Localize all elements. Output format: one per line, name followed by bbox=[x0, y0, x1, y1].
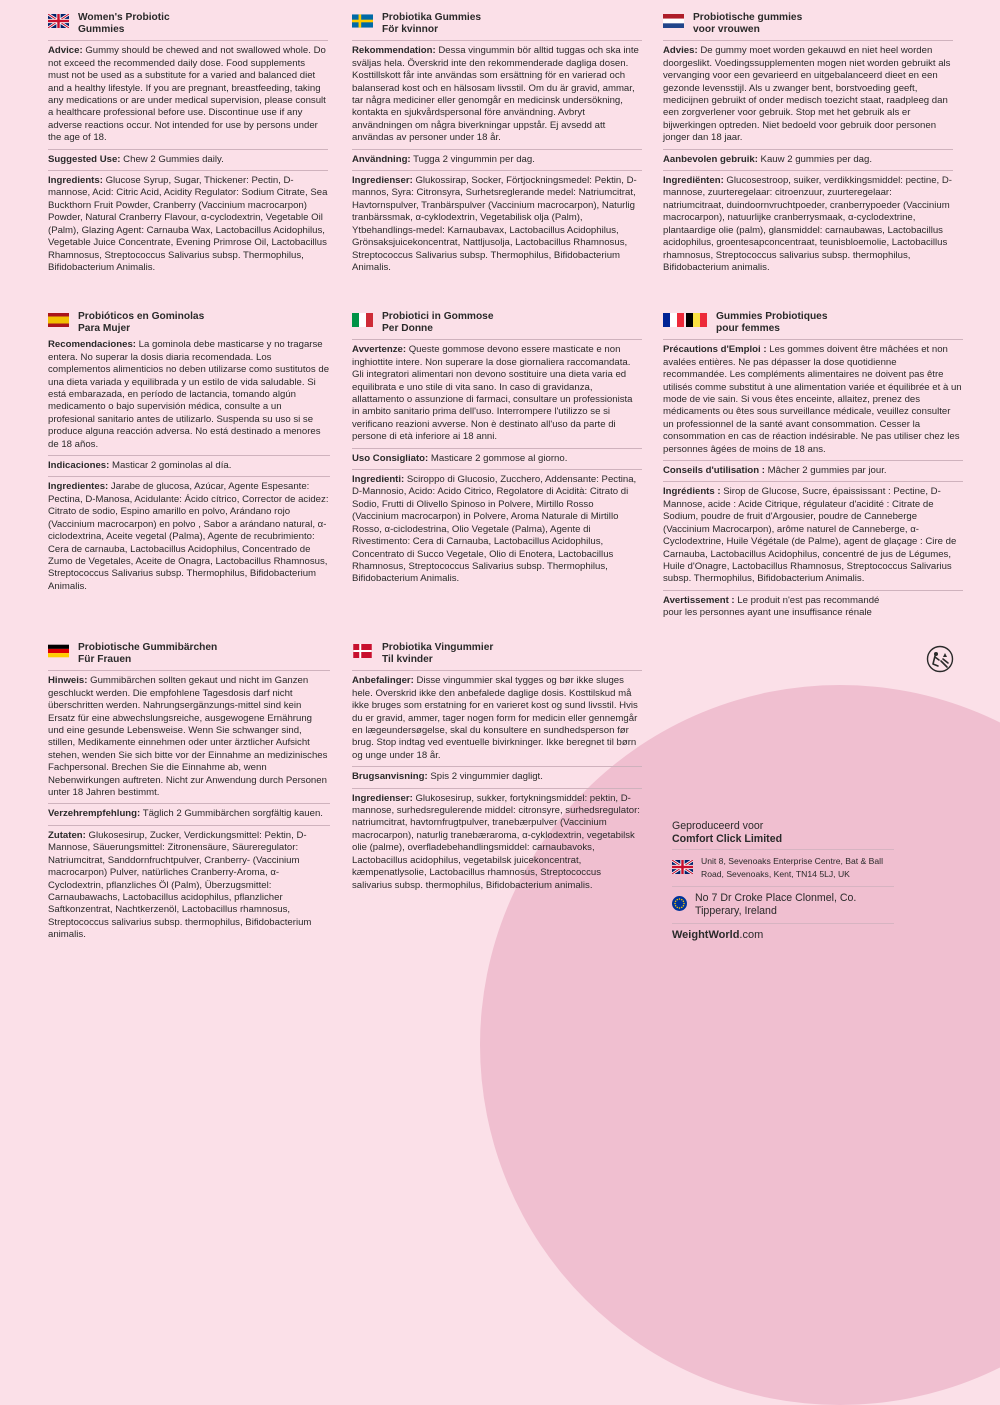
section-header bbox=[352, 642, 642, 666]
advice-paragraph: Anbefalinger: Disse vingummier skal tygges og bør ikke sluges hele. Overskrid ikke den anbefalede daglige dosis. Kosttilskud må ikke bruges som erstatning for en varieret kost og sund livsstil. Hvis du er gravid, ammer, tager nogen form for medicin eller gennemgår en lægeundersøgelse, skal du konsultere en sundhedsperson før brug. Stop indtag ved eventuelle bivirkninger. Ikke beregnet til børn og unge under 18 år. bbox=[352, 675, 638, 761]
divider bbox=[48, 149, 328, 150]
section-spanish bbox=[48, 311, 330, 593]
section-title: Probióticos en Gominolas Para Mujer bbox=[78, 311, 205, 335]
eu-flag-icon bbox=[672, 896, 687, 911]
section-title: Probiotische Gummibärchen Für Frauen bbox=[78, 642, 218, 666]
section-header bbox=[48, 12, 328, 36]
section-header bbox=[352, 12, 642, 36]
usage-paragraph: Conseils d'utilisation : Mâcher 2 gummies par jour. bbox=[663, 465, 887, 477]
section-english bbox=[48, 12, 328, 274]
usage-paragraph: Uso Consigliato: Masticare 2 gommose al giorno. bbox=[352, 452, 568, 464]
usage-paragraph: Aanbevolen gebruik: Kauw 2 gummies per dag. bbox=[663, 153, 873, 165]
section-dutch bbox=[663, 12, 953, 274]
divider bbox=[663, 481, 963, 482]
uk-address-row bbox=[672, 849, 894, 887]
ingredients-paragraph: Zutaten: Glukosesirup, Zucker, Verdickungsmittel: Pektin, D-Mannose, Säuerungsmittel: Zitronensäure, Säureregulator: Natriumcitrat, Sanddornfruchtpulver, Cranberry- (Vaccinium macrocarpon) Pulver, natürliches Cranberry-Aroma, α-Cyclodextrin, pflanzliches Öl (Palm), Überzugsmittel: Carnaubawachs, Lactobacillus acidophilus, pflanzlicher Saftkonzentrat, Nachtkerzenöl, Lactobacillus rhamnosus, Streptococcus salivarius subsp. thermophilus, Bifidobacterium animalis. bbox=[48, 829, 312, 941]
advice-paragraph: Avvertenze: Queste gommose devono essere masticate e non inghiottite intere. Non superare la dose giornaliera raccomandata. Gli integratori alimentari non devono sostituire una dieta varia ed equilibrata e uno stile di vita sano. In caso di gravidanza, allattamento o assunzione di farmaci, consultare un professionista in ambito sanitario prima dell'uso. Interrompere l'utilizzo se si verificano reazioni avverse. Non è destinato all'uso da parte di persone di età inferiore ai 18 anni. bbox=[352, 344, 633, 443]
divider bbox=[48, 825, 330, 826]
divider bbox=[663, 40, 953, 41]
divider bbox=[352, 40, 642, 41]
divider bbox=[48, 476, 330, 477]
ingredients-paragraph: Ingredients: Glucose Syrup, Sugar, Thickener: Pectin, D-mannose, Acid: Citric Acid, Acidity Regulator: Sodium Citrate, Sea Buckthorn Fruit Powder, Cranberry (Vaccinium macrocarpon) Powder, Natural Cranberry Flavour, α-cyclodextrin, Vegetable Oil (Palm), Glazing Agent: Carnauba Wax, Lactobacillus Acidophilus, Vegetable Juice Concentrate, Evening Primrose Oil, Lactobacillus Rhamnosus, Streptococcus Salivarius subsp. Thermophilus, Bifidobacterium Animalis. bbox=[48, 175, 328, 273]
ingredients-paragraph: Ingredienti: Sciroppo di Glucosio, Zucchero, Addensante: Pectina, D-Mannosio, Acido: Acido Citrico, Regolatore di Acidità: Citrato di Sodio, Frutti di Olivello Spinoso in Polvere, Mirtillo Rosso (Vaccinium macrocarpon) in Polvere, Aroma Naturale di Mirtillo Rosso, α-ciclodestrina, Olio Vegetale (Palma), Agente di Rivestimento: Cera di Carnauba, Lactobacillus Acidophilus, Concentrato di Succo Vegetale, Olio di Enotera, Lactobacillus Rhamnosus, Streptococcus Salivarius subsp. Thermophilus, Bifidobacterium Animalis. bbox=[352, 474, 637, 585]
section-swedish bbox=[352, 12, 642, 274]
usage-paragraph: Indicaciones: Masticar 2 gominolas al día. bbox=[48, 460, 232, 472]
produced-label: Geproduceerd voor bbox=[672, 820, 764, 832]
divider bbox=[352, 766, 642, 767]
usage-paragraph: Verzehrempfehlung: Täglich 2 Gummibärchen sorgfältig kauen. bbox=[48, 808, 323, 820]
ingredients-paragraph: Ingrédients : Sirop de Glucose, Sucre, épaississant : Pectine, D-Mannose, acide : Acide Citrique, régulateur d'acidité : Citrate de Sodium, poudre de fruit d'Argousier, poudre de Canneberge (Vaccinium Macrocarpon), arôme naturel de Canneberge, α-Cyclodextrine, Huile Végétale (de Palme), agent de glaçage : Cire de Carnauba, Lactobacillus Acidophilus, concentré de jus de Légumes, Huile d'Onagre, Lactobacillus Rhamnosus, Streptococcus Salivarius subsp. Thermophilus, Bifidobacterium Animalis. bbox=[663, 486, 957, 585]
uk-flag-icon bbox=[48, 14, 69, 28]
divider bbox=[663, 460, 963, 461]
netherlands-flag-icon bbox=[663, 14, 684, 28]
italy-flag-icon bbox=[352, 313, 373, 327]
advice-paragraph: Advies: De gummy moet worden gekauwd en niet heel worden doorgeslikt. Voedingssupplementen mogen niet worden gebruikt als vervanging voor een gevarieerd en uitgebalanceerd dieet en een gezonde levensstijl. Als u zwanger bent, borstvoeding geeft, medicijnen gebruikt of onder medisch toezicht staat, raadpleeg dan een zorgverlener voor gebruik. Stop met het gebruik als er bijwerkingen optreden. Niet bedoeld voor gebruik door personen jonger dan 18 jaar. bbox=[663, 45, 951, 144]
denmark-flag-icon bbox=[352, 644, 373, 658]
spain-flag-icon bbox=[48, 313, 69, 327]
eu-address-row bbox=[672, 887, 894, 924]
divider bbox=[48, 455, 330, 456]
advice-paragraph: Advice: Gummy should be chewed and not swallowed whole. Do not exceed the recommended daily dose. Food supplements must not be used as a substitute for a varied and balanced diet and a healthy lifestyle. If you are pregnant, breastfeeding, taking any medications or are under medical supervision, please consult a healthcare professional before use. Discontinue use if any adverse reactions occur. Not intended for use by persons under the age of 18. bbox=[48, 45, 326, 144]
ingredients-paragraph: Ingrediënten: Glucosestroop, suiker, verdikkingsmiddel: pectine, D-mannose, zuurteregelaar: citroenzuur, zuurteregelaar: natriumcitraat, duindoornvruchtpoeder, cranberrypoeder (Vaccinium macrocarpon), natuurlijke cranberrysmaak, α-cyclodextrine, plantaardige olie (palm), glansmiddel: carnaubawas, Lactobacillus acidophilus, groentesapconcentraat, teunisbloemolie, Lactobacillus rhamnosus, Streptococcus salivarius subsp. thermophilus, Bifidobacterium animalis. bbox=[663, 175, 952, 273]
section-header bbox=[48, 642, 330, 666]
divider bbox=[352, 670, 642, 671]
usage-paragraph: Brugsanvisning: Spis 2 vingummier dagligt. bbox=[352, 771, 543, 783]
advice-paragraph: Hinweis: Gummibärchen sollten gekaut und nicht im Ganzen geschluckt werden. Die empfohlene Tagesdosis darf nicht überschritten werden. Nahrungsergänzungs-mittel sind kein Ersatz für eine abwechslungsreiche, ausgewogene Ernährung und eine gesunde Lebensweise. Wenn Sie schwanger sind, stillen, Medikamente einnehmen oder unter ärztlicher Aufsicht stehen, wenden Sie sich bitte vor der Einnahme an medizinisches Fachpersonal. Brechen Sie die Einnahme ab, wenn Nebenwirkungen auftreten. Nicht zur Anwendung durch Personen unter 18 Jahren bestimmt. bbox=[48, 675, 328, 799]
section-german bbox=[48, 642, 330, 942]
divider bbox=[663, 149, 953, 150]
website: WeightWorld.com bbox=[672, 929, 764, 941]
divider bbox=[352, 788, 642, 789]
divider bbox=[48, 40, 328, 41]
produced-for bbox=[672, 820, 894, 846]
section-title: Gummies Probiotiques pour femmes bbox=[716, 311, 828, 335]
advice-paragraph: Recomendaciones: La gominola debe masticarse y no tragarse entera. No superar la dosis diaria recomendada. Los complementos alimenticios no deben utilizarse como sustitutos de una dieta variada y equilibrada y un estilo de vida saludable. Si está embarazada, en período de lactancia, tomando algún medicamento o bajo supervisión médica, consulte a un profesional sanitario antes de utilizarlo. Suspenda su uso si se produce alguna reacción adversa. No está destinado a menores de 18 años. bbox=[48, 339, 330, 450]
france-flag-icon bbox=[663, 313, 684, 327]
section-header bbox=[663, 311, 963, 335]
belgium-flag-icon bbox=[686, 313, 707, 327]
eu-address: No 7 Dr Croke Place Clonmel, Co. Tipperary, Ireland bbox=[695, 892, 857, 917]
divider bbox=[352, 469, 642, 470]
divider bbox=[48, 803, 330, 804]
divider bbox=[48, 170, 328, 171]
section-header bbox=[48, 311, 330, 335]
section-header bbox=[663, 12, 953, 36]
manufacturer-block bbox=[672, 820, 894, 941]
divider bbox=[352, 448, 642, 449]
divider bbox=[352, 170, 642, 171]
ingredients-paragraph: Ingredienser: Glukossirap, Socker, Förtjockningsmedel: Pektin, D-mannos, Syra: Citronsyra, Surhetsreglerande medel: Natriumcitrat, Havtornspulver, Tranbärspulver (Vaccinium macrocarpon), Naturlig tranbärssmak, α-cyklodextrin, Vegetabilisk olja (Palm), Ytbehandlings-medel: Karnaubavax, Lactobacillus Acidophilus, Grönsaksjuicekoncentrat, Nattljusolja, Lactobacillus Rhamnosus, Streptococcus Salivarius subsp. Thermophilus, Bifidobacterium Animalis. bbox=[352, 175, 637, 273]
usage-paragraph: Användning: Tugga 2 vingummin per dag. bbox=[352, 153, 535, 165]
advice-paragraph: Rekommendation: Dessa vingummin bör alltid tuggas och ska inte sväljas hela. Överskrid inte den rekommenderade dagliga dosen. Kosttillskott får inte användas som ersättning för en varierad och balanserad kost och en hälsosam livsstil. Om du är gravid, ammar, tar några mediciner eller genomgår en medicinsk undersökning, kontakta en sjukvårdspersonal före användning. Avbryt användningen om några biverkningar uppstår. Ej avsedd att användas av personer under 18 år. bbox=[352, 45, 639, 144]
warning-paragraph: Avertissement : Le produit n'est pas recommandé pour les personnes ayant une insuffisance rénale bbox=[663, 594, 880, 619]
company-name: Comfort Click Limited bbox=[672, 833, 783, 845]
divider bbox=[663, 339, 963, 340]
divider bbox=[352, 149, 642, 150]
recycle-symbol-icon bbox=[926, 645, 954, 673]
germany-flag-icon bbox=[48, 644, 69, 658]
section-danish bbox=[352, 642, 642, 892]
divider bbox=[352, 339, 642, 340]
ingredients-paragraph: Ingredienser: Glukosesirup, sukker, fortykningsmiddel: pektin, D-mannose, surhedsregulerende middel: citronsyre, surhedsregulator: natriumcitrat, havtornfrugtpulver, tranebærpulver (Vaccinium macrocarpon), naturlig tranebæraroma, α-cyklodextrin, vegetabilsk olie (palme), overfladebehandlingsmiddel: carnaubavoks, Lactobacillus acidophilus, vegetabilsk juicekoncentrat, kæmpenatlysolie, Lactobacillus rhamnosus, Streptococcus salivarius subsp. thermophilus, Bifidobacterium animalis. bbox=[352, 792, 640, 891]
section-title: Probiotische gummies voor vrouwen bbox=[693, 12, 803, 36]
section-title: Probiotika Vingummier Til kvinder bbox=[382, 642, 494, 666]
usage-paragraph: Suggested Use: Chew 2 Gummies daily. bbox=[48, 153, 224, 165]
uk-address: Unit 8, Sevenoaks Enterprise Centre, Bat & Ball Road, Sevenoaks, Kent, TN14 5LJ, UK bbox=[701, 856, 883, 879]
divider bbox=[663, 590, 963, 591]
divider bbox=[48, 670, 330, 671]
section-title: Probiotika Gummies För kvinnor bbox=[382, 12, 482, 36]
section-title: Women's Probiotic Gummies bbox=[78, 12, 170, 36]
divider bbox=[663, 170, 953, 171]
sweden-flag-icon bbox=[352, 14, 373, 28]
section-italian bbox=[352, 311, 642, 586]
section-french bbox=[663, 311, 963, 620]
ingredients-paragraph: Ingredientes: Jarabe de glucosa, Azúcar, Agente Espesante: Pectina, D-Manosa, Acidulante: Ácido cítrico, Corrector de acidez: Citrato de sodio, Espino amarillo en polvo, Arándano rojo (Vaccinium macrocarpon) en polvo , Sabor a arándano natural, α-ciclodextrina, Aceite vegetal (Palma), Agente de recubrimiento: Cera de carnauba, Lactobacillus Acidophilus, Concentrado de Zumo de Vegetales, Aceite de Onagra, Lactobacillus Rhamnosus, Streptococcus Salivarius subsp. Thermophilus, Bifidobacterium Animalis. bbox=[48, 481, 329, 592]
advice-paragraph: Précautions d'Emploi : Les gommes doivent être mâchées et non avalées entières. Ne pas dépasser la dose quotidienne recommandée. Les compléments alimentaires ne doivent pas être utilisés comme substitut à une alimentation variée et équilibrée et à un mode de vie sain. Si vous êtes enceinte, allaitez, prenez des médicaments ou êtes sous surveillance médicale, veuillez consulter un professionnel de la santé avant consommation. Cesser la consommation en cas de réaction indésirable. Ne pas utiliser chez les personnes âgées de moins de 18 ans. bbox=[663, 344, 962, 455]
section-header bbox=[352, 311, 642, 335]
uk-flag-icon bbox=[672, 860, 693, 874]
section-title: Probiotici in Gommose Per Donne bbox=[382, 311, 494, 335]
